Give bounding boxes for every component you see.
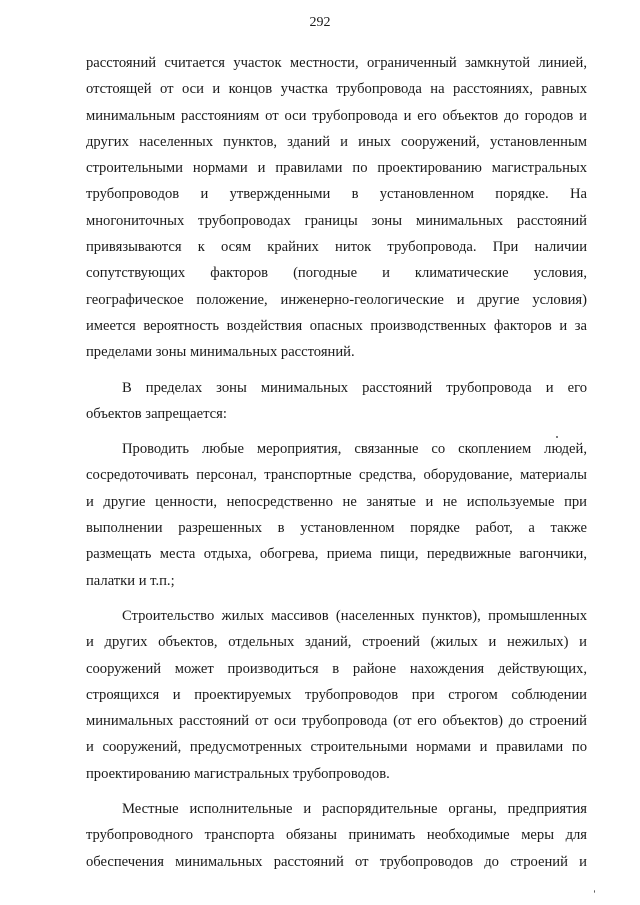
text-line: Строительство жилых массивов (населенных пунктов), промышленных bbox=[122, 607, 587, 624]
text-line: и других объектов, отдельных зданий, строений (жилых и нежилых) и bbox=[86, 634, 587, 651]
page-number: 292 bbox=[309, 15, 331, 30]
text-line: В пределах зоны минимальных расстояний трубопровода и его bbox=[122, 379, 587, 396]
text-line: Проводить любые мероприятия, связанные со скоплением людей, bbox=[122, 441, 587, 458]
text-line: строительными нормами и правилами по проектированию магистральных bbox=[86, 160, 587, 177]
text-line: отстоящей от оси и концов участка трубопровода на расстояниях, равных bbox=[86, 81, 587, 98]
text-line: минимальным расстояниям от оси трубопровода и его объектов до городов и bbox=[86, 107, 587, 124]
text-line: сопутствующих факторов (погодные и климатические условия, bbox=[86, 265, 587, 282]
paragraph-p5 bbox=[86, 796, 587, 875]
text-line: других населенных пунктов, зданий и иных сооружений, установленным bbox=[86, 133, 587, 150]
text-line: и сооружений, предусмотренных строительными нормами и правилами по bbox=[86, 739, 587, 756]
text-line: трубопроводов и утвержденными в установленном порядке. На bbox=[86, 186, 587, 203]
text-line: палатки и т.п.; bbox=[86, 572, 175, 589]
scan-speck bbox=[556, 436, 558, 438]
paragraph-p1 bbox=[86, 50, 587, 366]
document-body bbox=[86, 50, 587, 875]
text-line: проектированию магистральных трубопроводов. bbox=[86, 765, 390, 782]
paragraph-p3 bbox=[86, 436, 587, 594]
text-line: обеспечения минимальных расстояний от трубопроводов до строений и bbox=[86, 853, 587, 870]
text-line: сооружений может производиться в районе нахождения действующих, bbox=[86, 660, 587, 677]
text-line: объектов запрещается: bbox=[86, 405, 227, 422]
text-line: строящихся и проектируемых трубопроводов при строгом соблюдении bbox=[86, 686, 587, 703]
text-line: многониточных трубопроводах границы зоны минимальных расстояний bbox=[86, 212, 587, 229]
text-line: географическое положение, инженерно-геологические и другие условия) bbox=[86, 291, 587, 308]
paragraph-p4 bbox=[86, 603, 587, 787]
text-line: и другие ценности, непосредственно не занятые и не используемые при bbox=[86, 493, 587, 510]
text-line: Местные исполнительные и распорядительные органы, предприятия bbox=[122, 801, 587, 818]
text-line: имеется вероятность воздействия опасных производственных факторов и за bbox=[86, 317, 587, 334]
text-line: минимальных расстояний от оси трубопровода (от его объектов) до строений bbox=[86, 713, 587, 730]
text-line: сосредоточивать персонал, транспортные средства, оборудование, материалы bbox=[86, 467, 587, 484]
text-line: привязываются к осям крайних ниток трубопровода. При наличии bbox=[86, 239, 587, 256]
text-line: размещать места отдыха, обогрева, приема пищи, передвижные вагончики, bbox=[86, 546, 587, 563]
text-line: пределами зоны минимальных расстояний. bbox=[86, 344, 355, 361]
text-line: выполнении разрешенных в установленном порядке работ, а также bbox=[86, 520, 587, 537]
text-line: расстояний считается участок местности, ограниченный замкнутой линией, bbox=[86, 55, 587, 71]
text-line: трубопроводного транспорта обязаны принимать необходимые меры для bbox=[86, 827, 587, 844]
scan-speck bbox=[594, 890, 595, 893]
paragraph-p2 bbox=[86, 375, 587, 428]
